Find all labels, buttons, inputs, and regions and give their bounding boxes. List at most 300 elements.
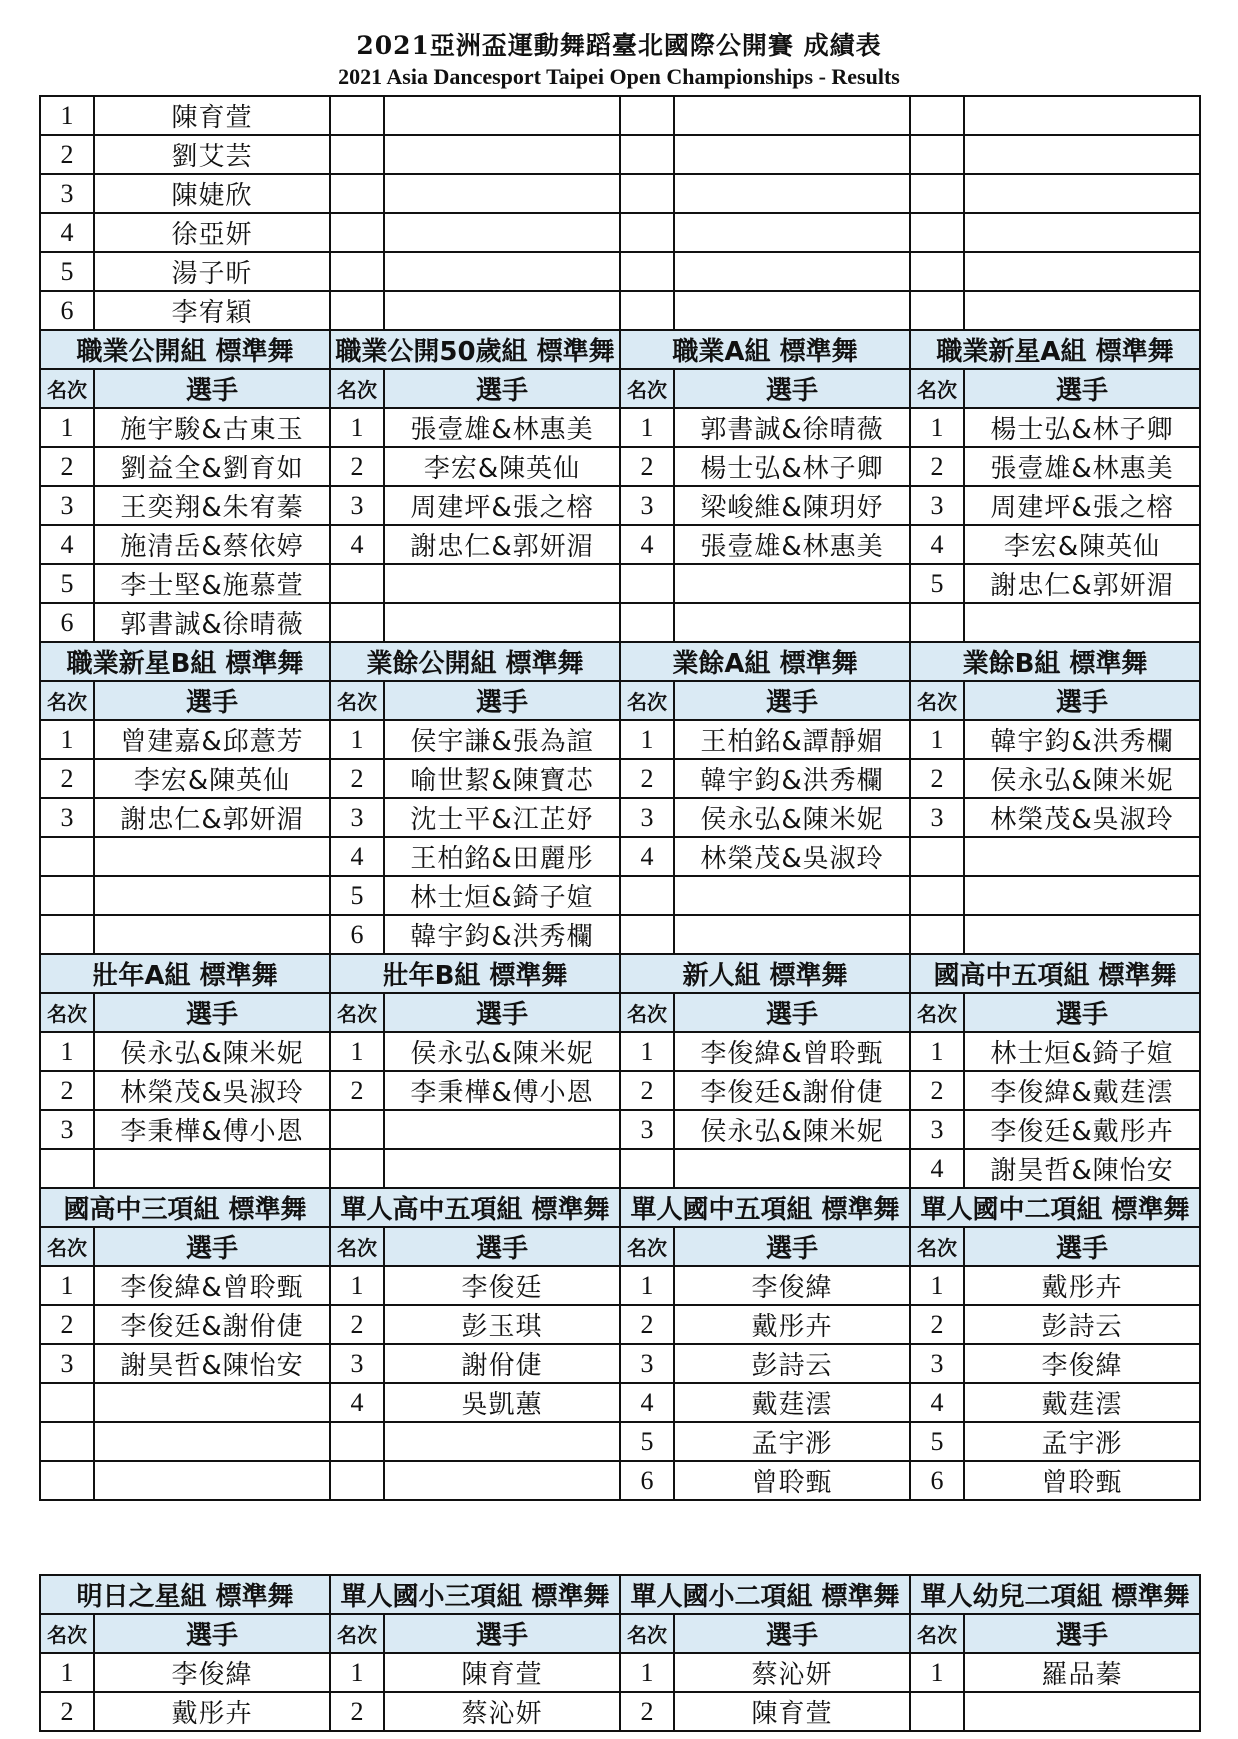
page-title: 2021亞洲盃運動舞蹈臺北國際公開賽 成績表 [356,31,882,60]
player-cell [964,876,1200,915]
rank-header: 名次 [620,681,674,720]
player-cell: 李宏&陳英仙 [384,447,620,486]
player-cell: 吳凱蕙 [384,1383,620,1422]
table-row [40,525,1200,564]
player-cell [94,1383,330,1422]
rank-cell: 1 [910,1653,964,1692]
page-subtitle: 2021 Asia Dancesport Taipei Open Championships - Results [338,64,900,89]
player-header: 選手 [384,993,620,1032]
category-title: 國高中三項組 標準舞 [40,1188,330,1227]
rank-header: 名次 [910,681,964,720]
category-title: 單人國小三項組 標準舞 [330,1575,620,1614]
player-cell: 李秉樺&傅小恩 [384,1071,620,1110]
rank-cell: 4 [330,525,384,564]
rank-cell: 3 [910,1344,964,1383]
rank-cell: 1 [330,720,384,759]
player-cell [964,915,1200,954]
player-cell: 李俊廷&謝佾倢 [94,1305,330,1344]
rank-cell: 1 [330,408,384,447]
player-cell [964,174,1200,213]
table-row [40,1071,1200,1110]
table-row [40,603,1200,642]
category-title: 壯年B組 標準舞 [330,954,620,993]
player-cell [964,135,1200,174]
player-header: 選手 [964,369,1200,408]
category-title: 職業新星B組 標準舞 [40,642,330,681]
rank-cell [330,96,384,135]
rank-cell: 5 [40,564,94,603]
rank-cell: 2 [40,759,94,798]
rank-cell: 6 [330,915,384,954]
player-cell [674,915,910,954]
rank-cell [620,252,674,291]
rank-cell: 3 [910,1110,964,1149]
player-cell [384,174,620,213]
player-cell: 林榮茂&吳淑玲 [674,837,910,876]
rank-cell [620,915,674,954]
player-cell [674,252,910,291]
table-row [40,174,1200,213]
player-cell: 彭玉琪 [384,1305,620,1344]
player-cell: 曾聆甄 [964,1461,1200,1500]
table-row [40,486,1200,525]
rank-cell: 4 [330,1383,384,1422]
player-cell: 李俊廷&戴彤卉 [964,1110,1200,1149]
player-cell [674,135,910,174]
rank-cell: 3 [620,1110,674,1149]
player-cell [674,291,910,330]
category-title: 單人幼兒二項組 標準舞 [910,1575,1200,1614]
table-row [40,1305,1200,1344]
category-title: 單人國小二項組 標準舞 [620,1575,910,1614]
player-cell: 梁峻維&陳玥妤 [674,486,910,525]
player-cell: 陳育萱 [384,1653,620,1692]
player-cell [94,1461,330,1500]
player-header: 選手 [384,1227,620,1266]
player-cell: 李宏&陳英仙 [94,759,330,798]
rank-cell: 3 [910,486,964,525]
table-row [40,1032,1200,1071]
rank-cell: 2 [40,135,94,174]
rank-cell [620,174,674,213]
rank-cell: 3 [620,486,674,525]
rank-cell [620,96,674,135]
player-header: 選手 [384,1614,620,1653]
rank-cell: 2 [620,1071,674,1110]
rank-cell [620,564,674,603]
rank-cell: 6 [40,291,94,330]
rank-cell: 4 [910,1383,964,1422]
player-cell [384,96,620,135]
player-cell: 曾建嘉&邱薏芳 [94,720,330,759]
table-row [40,408,1200,447]
rank-cell [330,1422,384,1461]
player-header: 選手 [94,993,330,1032]
player-cell: 郭書誠&徐晴薇 [674,408,910,447]
rank-cell: 1 [40,1032,94,1071]
rank-cell: 5 [910,1422,964,1461]
rank-header: 名次 [910,1227,964,1266]
rank-header: 名次 [910,993,964,1032]
rank-cell: 1 [330,1032,384,1071]
rank-header: 名次 [330,369,384,408]
rank-cell [40,1149,94,1188]
player-cell [384,1422,620,1461]
rank-cell: 1 [40,1653,94,1692]
rank-cell: 4 [620,837,674,876]
player-header: 選手 [94,1227,330,1266]
table-row [40,447,1200,486]
table-row [40,876,1200,915]
table-row [40,135,1200,174]
rank-cell [330,603,384,642]
player-cell: 喻世絜&陳寶芯 [384,759,620,798]
player-cell [384,603,620,642]
player-header: 選手 [964,681,1200,720]
table-row [40,720,1200,759]
rank-cell [620,1149,674,1188]
rank-cell [620,603,674,642]
rank-header: 名次 [330,681,384,720]
player-cell: 王奕翔&朱宥蓁 [94,486,330,525]
rank-cell: 3 [330,798,384,837]
player-cell: 李俊緯&曾聆甄 [94,1266,330,1305]
rank-cell: 5 [40,252,94,291]
player-cell: 湯子昕 [94,252,330,291]
rank-cell: 1 [620,1032,674,1071]
player-cell [964,291,1200,330]
player-cell [964,213,1200,252]
header-row [40,1227,1200,1266]
header-row [40,1614,1200,1653]
player-cell: 李俊緯 [94,1653,330,1692]
player-cell: 侯永弘&陳米妮 [964,759,1200,798]
player-header: 選手 [94,1614,330,1653]
rank-cell: 2 [40,1692,94,1731]
category-title: 業餘A組 標準舞 [620,642,910,681]
rank-cell: 4 [910,525,964,564]
rank-cell: 2 [40,447,94,486]
player-cell: 陳育萱 [94,96,330,135]
table-row [40,1383,1200,1422]
rank-cell [910,213,964,252]
category-title: 單人國中二項組 標準舞 [910,1188,1200,1227]
player-cell: 彭詩云 [674,1344,910,1383]
rank-cell: 5 [620,1422,674,1461]
category-row [40,330,1200,369]
player-cell [674,603,910,642]
rank-cell: 1 [620,1653,674,1692]
rank-cell [330,1110,384,1149]
category-title: 國高中五項組 標準舞 [910,954,1200,993]
rank-cell: 4 [40,525,94,564]
table-row [40,1266,1200,1305]
rank-cell: 2 [330,1305,384,1344]
player-header: 選手 [674,1614,910,1653]
table-row [40,1149,1200,1188]
table-row [40,1692,1200,1731]
player-cell: 侯永弘&陳米妮 [384,1032,620,1071]
rank-cell: 3 [40,174,94,213]
rank-cell [330,135,384,174]
player-cell: 羅品蓁 [964,1653,1200,1692]
player-cell: 王柏銘&譚靜媚 [674,720,910,759]
player-cell [384,291,620,330]
player-cell: 謝佾倢 [384,1344,620,1383]
rank-cell: 3 [40,1344,94,1383]
player-cell: 戴彤卉 [674,1305,910,1344]
rank-cell [330,213,384,252]
player-cell [384,1461,620,1500]
player-cell: 侯宇謙&張為諠 [384,720,620,759]
results-table [39,95,1201,1501]
rank-cell: 4 [330,837,384,876]
rank-cell: 4 [40,213,94,252]
player-header: 選手 [674,369,910,408]
rank-header: 名次 [620,369,674,408]
player-cell [964,837,1200,876]
category-title: 新人組 標準舞 [620,954,910,993]
header-row [40,369,1200,408]
category-title: 壯年A組 標準舞 [40,954,330,993]
rank-cell [40,1422,94,1461]
player-cell: 彭詩云 [964,1305,1200,1344]
category-title: 職業A組 標準舞 [620,330,910,369]
player-cell: 林榮茂&吳淑玲 [94,1071,330,1110]
category-title: 單人國中五項組 標準舞 [620,1188,910,1227]
player-cell: 孟宇浵 [674,1422,910,1461]
player-cell [94,876,330,915]
category-title: 業餘B組 標準舞 [910,642,1200,681]
rank-cell [620,291,674,330]
player-cell: 李秉樺&傅小恩 [94,1110,330,1149]
rank-cell [330,252,384,291]
player-cell: 李俊緯&戴莛澐 [964,1071,1200,1110]
player-cell [674,564,910,603]
category-title: 單人高中五項組 標準舞 [330,1188,620,1227]
rank-header: 名次 [330,1227,384,1266]
player-cell [964,1692,1200,1731]
table-row [40,915,1200,954]
player-cell: 蔡沁妍 [674,1653,910,1692]
player-cell: 韓宇鈞&洪秀欄 [384,915,620,954]
rank-cell: 1 [620,408,674,447]
rank-cell: 1 [910,720,964,759]
player-header: 選手 [384,681,620,720]
player-cell: 李俊廷&謝佾倢 [674,1071,910,1110]
category-title: 業餘公開組 標準舞 [330,642,620,681]
rank-cell [40,1461,94,1500]
player-cell [94,1422,330,1461]
rank-cell: 1 [40,96,94,135]
rank-header: 名次 [620,993,674,1032]
player-cell [384,252,620,291]
rank-cell: 1 [330,1266,384,1305]
player-cell [94,837,330,876]
rank-cell [620,135,674,174]
rank-header: 名次 [330,993,384,1032]
player-cell: 周建坪&張之榕 [964,486,1200,525]
player-cell: 林士烜&錡子媗 [964,1032,1200,1071]
rank-header: 名次 [40,681,94,720]
category-title: 明日之星組 標準舞 [40,1575,330,1614]
player-cell: 戴彤卉 [94,1692,330,1731]
table-row [40,291,1200,330]
player-cell: 楊士弘&林子卿 [674,447,910,486]
player-cell: 侯永弘&陳米妮 [674,1110,910,1149]
category-row [40,1188,1200,1227]
rank-cell [40,837,94,876]
player-header: 選手 [674,1227,910,1266]
rank-cell: 5 [910,564,964,603]
rank-cell: 2 [620,759,674,798]
rank-cell: 3 [40,486,94,525]
rank-cell: 6 [40,603,94,642]
player-cell: 郭書誠&徐晴薇 [94,603,330,642]
table-row [40,564,1200,603]
table-row [40,1344,1200,1383]
header-row [40,681,1200,720]
rank-cell [910,837,964,876]
rank-cell: 6 [620,1461,674,1500]
player-cell: 劉益全&劉育如 [94,447,330,486]
header-row [40,993,1200,1032]
player-cell [964,603,1200,642]
player-header: 選手 [964,993,1200,1032]
rank-header: 名次 [910,1614,964,1653]
player-cell: 陳育萱 [674,1692,910,1731]
player-cell: 謝忠仁&郭妍湄 [94,798,330,837]
rank-cell [330,564,384,603]
rank-cell: 1 [910,408,964,447]
rank-cell: 6 [910,1461,964,1500]
rank-cell [910,252,964,291]
player-cell: 戴彤卉 [964,1266,1200,1305]
player-cell: 周建坪&張之榕 [384,486,620,525]
player-cell: 孟宇浵 [964,1422,1200,1461]
player-cell: 徐亞妍 [94,213,330,252]
player-cell: 張壹雄&林惠美 [964,447,1200,486]
rank-cell: 1 [40,408,94,447]
table-row [40,252,1200,291]
player-cell: 韓宇鈞&洪秀欄 [964,720,1200,759]
player-cell: 楊士弘&林子卿 [964,408,1200,447]
player-cell [384,135,620,174]
table-row [40,798,1200,837]
table-row [40,1653,1200,1692]
player-cell [94,1149,330,1188]
rank-cell: 1 [910,1032,964,1071]
player-cell: 林榮茂&吳淑玲 [964,798,1200,837]
rank-header: 名次 [40,1614,94,1653]
player-header: 選手 [674,681,910,720]
player-cell: 李宏&陳英仙 [964,525,1200,564]
rank-cell: 2 [40,1071,94,1110]
player-header: 選手 [964,1614,1200,1653]
rank-cell: 2 [330,759,384,798]
player-header: 選手 [94,681,330,720]
rank-cell [910,291,964,330]
rank-cell: 3 [40,798,94,837]
player-cell [674,1149,910,1188]
player-cell [964,96,1200,135]
player-cell: 李俊緯 [674,1266,910,1305]
player-cell [384,1110,620,1149]
player-cell: 謝昊哲&陳怡安 [964,1149,1200,1188]
rank-header: 名次 [40,1227,94,1266]
player-cell: 韓宇鈞&洪秀欄 [674,759,910,798]
rank-cell: 3 [330,486,384,525]
category-title: 職業新星A組 標準舞 [910,330,1200,369]
player-cell: 謝忠仁&郭妍湄 [384,525,620,564]
rank-cell [40,876,94,915]
rank-cell [620,213,674,252]
category-row [40,954,1200,993]
player-header: 選手 [384,369,620,408]
rank-cell: 2 [330,1071,384,1110]
rank-cell: 3 [40,1110,94,1149]
player-cell: 曾聆甄 [674,1461,910,1500]
table-row [40,1110,1200,1149]
rank-cell: 3 [910,798,964,837]
rank-cell: 1 [910,1266,964,1305]
player-cell [384,564,620,603]
rank-cell: 4 [620,1383,674,1422]
rank-cell: 2 [40,1305,94,1344]
rank-cell: 3 [330,1344,384,1383]
player-cell: 戴莛澐 [964,1383,1200,1422]
player-cell: 李宥穎 [94,291,330,330]
rank-cell: 2 [620,1692,674,1731]
table-row [40,1422,1200,1461]
category-title: 職業公開組 標準舞 [40,330,330,369]
table-row [40,1461,1200,1500]
rank-cell [40,915,94,954]
category-row [40,642,1200,681]
rank-cell [910,96,964,135]
rank-cell [910,174,964,213]
player-cell: 李士堅&施慕萱 [94,564,330,603]
rank-cell: 1 [620,720,674,759]
player-cell: 謝昊哲&陳怡安 [94,1344,330,1383]
player-cell: 蔡沁妍 [384,1692,620,1731]
player-cell: 李俊緯 [964,1344,1200,1383]
rank-cell: 1 [330,1653,384,1692]
rank-cell: 1 [40,720,94,759]
player-cell: 戴莛澐 [674,1383,910,1422]
rank-header: 名次 [910,369,964,408]
rank-cell: 4 [910,1149,964,1188]
category-title: 職業公開50歲組 標準舞 [330,330,620,369]
player-cell: 王柏銘&田麗彤 [384,837,620,876]
player-header: 選手 [94,369,330,408]
player-cell [964,252,1200,291]
rank-header: 名次 [40,993,94,1032]
rank-cell: 2 [620,1305,674,1344]
rank-cell [910,135,964,174]
player-cell [384,1149,620,1188]
rank-cell [910,1692,964,1731]
table-row [40,837,1200,876]
rank-header: 名次 [330,1614,384,1653]
rank-cell [910,915,964,954]
player-cell: 沈士平&江芷妤 [384,798,620,837]
rank-cell [910,603,964,642]
rank-cell [330,1461,384,1500]
table-row [40,759,1200,798]
rank-cell [330,174,384,213]
player-cell: 施清岳&蔡依婷 [94,525,330,564]
